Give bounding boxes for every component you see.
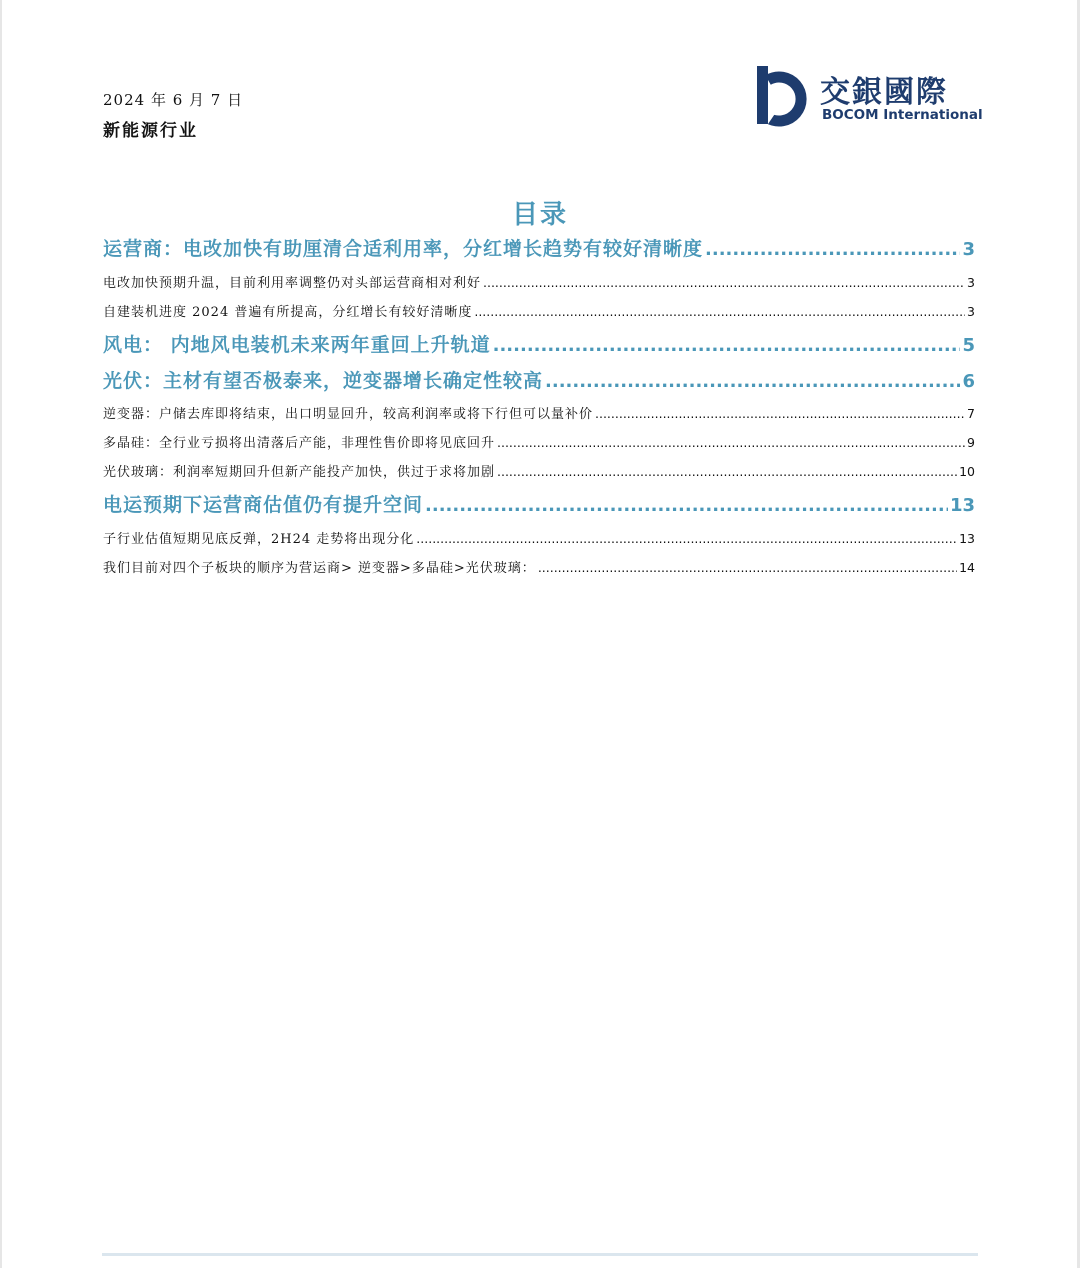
toc-entry-page: 13: [949, 495, 975, 516]
report-date: 2024 年 6 月 7 日: [103, 91, 244, 109]
page-edge-left: [0, 0, 2, 1268]
toc-entry-8[interactable]: [103, 461, 975, 480]
logo-name-en: BOCOM International: [822, 107, 983, 123]
toc-entry-10[interactable]: [103, 528, 975, 547]
toc-entry-text: 风电： 内地风电装机未来两年重回上升轨道: [103, 334, 491, 356]
toc-entry-3[interactable]: [103, 301, 975, 320]
toc-entry-page: 3: [962, 239, 975, 260]
toc-entry-5[interactable]: [103, 366, 975, 393]
toc-leader: [497, 464, 957, 479]
toc-leader: [497, 435, 965, 450]
toc-leader: [538, 560, 957, 575]
toc-entry-page: 10: [959, 464, 975, 479]
toc-leader: [545, 371, 960, 392]
bocom-logo: [754, 63, 983, 129]
toc-entry-9[interactable]: [103, 490, 975, 517]
toc-entry-11[interactable]: [103, 557, 975, 576]
toc-entry-text: 逆变器：户储去库即将结束，出口明显回升，较高利润率或将下行但可以量补价: [103, 407, 594, 422]
toc-entry-text: 自建装机进度 2024 普遍有所提高，分红增长有较好清晰度: [103, 305, 473, 320]
footer-divider: [102, 1253, 978, 1256]
toc-entry-4[interactable]: [103, 330, 975, 357]
logo-name-cn: 交銀國際: [820, 75, 948, 110]
toc-leader: [705, 239, 960, 260]
toc-entry-2[interactable]: [103, 272, 975, 291]
toc-leader: [493, 335, 961, 356]
toc-entry-page: 7: [967, 406, 975, 421]
toc-entry-1[interactable]: [103, 234, 975, 261]
toc-leader: [416, 531, 957, 546]
toc-entry-text: 子行业估值短期见底反弹，2H24 走势将出现分化: [103, 532, 415, 547]
bocom-logo-icon: [754, 63, 814, 127]
toc-entry-page: 14: [959, 560, 975, 575]
toc-entry-page: 3: [967, 275, 975, 290]
toc-leader: [483, 275, 965, 290]
toc-entry-text: 电改加快预期升温，目前利用率调整仍对头部运营商相对利好: [103, 276, 482, 291]
toc-entry-text: 光伏：主材有望否极泰来，逆变器增长确定性较高: [103, 370, 544, 392]
toc-entry-text: 运营商：电改加快有助厘清合适利用率，分红增长趋势有较好清晰度: [103, 238, 704, 260]
toc-leader: [474, 304, 965, 319]
toc-entry-6[interactable]: [103, 403, 975, 422]
toc-leader: [425, 495, 948, 516]
toc-entry-page: 13: [959, 531, 975, 546]
toc-entry-text: 多晶硅：全行业亏损将出清落后产能，非理性售价即将见底回升: [103, 436, 496, 451]
toc-entry-text: 我们目前对四个子板块的顺序为营运商> 逆变器>多晶硅>光伏玻璃：: [103, 561, 536, 576]
toc-title: 目录: [511, 200, 568, 230]
toc-leader: [595, 406, 965, 421]
industry-label: 新能源行业: [103, 121, 198, 141]
toc-entry-page: 5: [962, 335, 975, 356]
toc-entry-text: 电运预期下运营商估值仍有提升空间: [103, 494, 424, 516]
toc-entry-page: 3: [967, 304, 975, 319]
toc-entry-text: 光伏玻璃：利润率短期回升但新产能投产加快，供过于求将加剧: [103, 465, 496, 480]
toc-entry-page: 6: [962, 371, 975, 392]
toc-entry-page: 9: [967, 435, 975, 450]
toc-entry-7[interactable]: [103, 432, 975, 451]
